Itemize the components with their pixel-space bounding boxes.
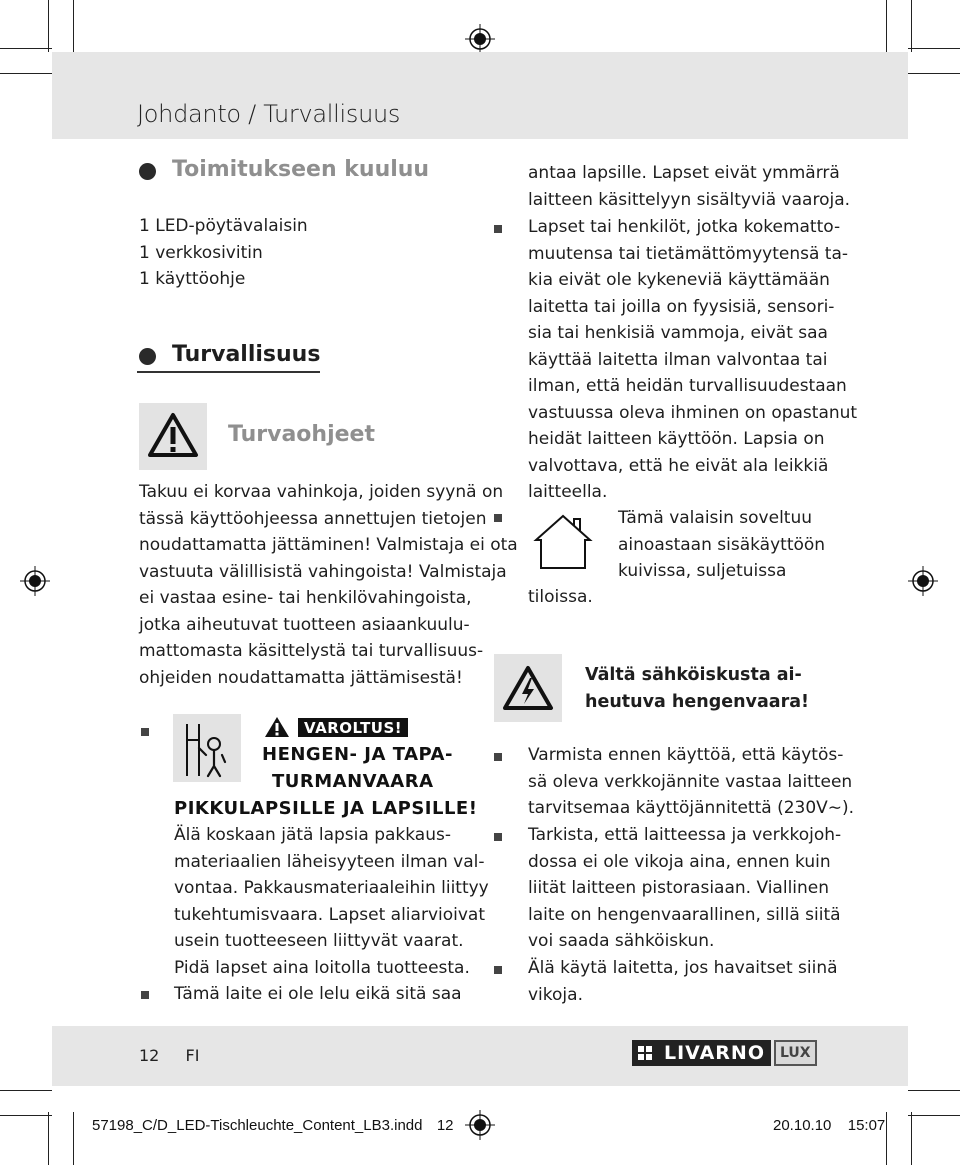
text-line: Varmista ennen käyttöä, että käytös- [528, 745, 844, 765]
text-line: antaa lapsille. Lapset eivät ymmärrä [528, 163, 840, 183]
text-line: noudattamatta jättäminen! Valmistaja ei ota [139, 535, 518, 555]
slug-filename: 57198_C/D_LED-Tischleuchte_Content_LB3.indd [92, 1117, 423, 1134]
section-heading-safety: Turvallisuus [172, 342, 321, 367]
text-line: Lapset tai henkilöt, jotka kokematto- [528, 217, 841, 237]
text-line: sia tai henkisiä vammoja, eivät saa [528, 323, 828, 343]
crop-mark [48, 1112, 49, 1165]
warning-triangle-icon [264, 716, 290, 738]
bullet-square-icon [494, 966, 502, 974]
brand-logo-mark [632, 1040, 658, 1066]
bullet-square-icon [494, 225, 502, 233]
text-line: kia eivät ole kykeneviä käyttämään [528, 270, 830, 290]
warning-icon-box [139, 403, 207, 470]
text-line: tukehtumisvaara. Lapset aliarvioivat [174, 904, 485, 925]
page-number [139, 1046, 199, 1065]
brand-sub: LUX [774, 1040, 817, 1066]
text-line: laitteella. [528, 482, 608, 502]
crop-mark [73, 1112, 74, 1165]
slug-page: 12 [436, 1117, 454, 1134]
text-line: Pidä lapset aina loitolla tuotteesta. [174, 957, 470, 978]
text-line: muutensa tai tietämättömyytensä ta- [528, 243, 849, 264]
text-line: Älä koskaan jätä lapsia pakkaus- [174, 825, 451, 845]
text-line: Vältä sähköiskusta ai- [585, 665, 802, 685]
text-line: ohjeiden noudattamatta jättämisestä! [139, 667, 463, 688]
delivery-list [139, 213, 308, 293]
list-item: 1 LED-pöytävalaisin [139, 216, 308, 236]
registration-mark-icon [465, 24, 495, 54]
crop-mark [908, 73, 960, 74]
bullet-square-icon [494, 833, 502, 841]
crop-mark [48, 0, 49, 52]
text-line: mattomasta käsittelystä tai turvallisuus- [139, 641, 484, 661]
crop-mark [911, 1112, 912, 1165]
indoor-text [618, 505, 825, 585]
brand-logo [632, 1040, 817, 1066]
registration-mark-icon [465, 1110, 495, 1140]
text-line: laite on hengenvaarallinen, sillä siitä [528, 904, 841, 925]
text-line: ilman, että heidän turvallisuudestaan [528, 376, 847, 396]
print-slug [92, 1117, 454, 1134]
text-line: laitteen käsittelyyn sisältyviä vaaroja. [528, 189, 851, 210]
text-line: vontaa. Pakkausmateriaaleihin liittyy [174, 878, 489, 898]
crop-mark [908, 1115, 960, 1116]
bullet-text: Tämä laite ei ole lelu eikä sitä saa [174, 984, 462, 1004]
slug-time: 15:07 [847, 1117, 886, 1134]
text-line: Tarkista, että laitteessa ja verkkojoh- [528, 825, 842, 845]
section-bullet-icon [139, 163, 156, 180]
text-line: kuivissa, suljetuissa [618, 561, 787, 581]
text-line: heutuva hengenvaara! [585, 692, 810, 712]
inspect-bullet-text [528, 822, 841, 955]
brand-name: LIVARNO [658, 1040, 771, 1066]
safety-intro-paragraph [139, 479, 518, 691]
print-slug-date [773, 1117, 885, 1134]
list-item: 1 käyttöohje [139, 269, 246, 289]
text-line: Älä käytä laitetta, jos havaitset siinä [528, 958, 838, 978]
text-line: vastuuta välillisistä vahingoista! Valmistaja [139, 561, 507, 582]
text-line: tässä käyttöohjeessa annettujen tietojen [139, 508, 487, 529]
text-line: usein tuotteeseen liittyvät vaarat. [174, 931, 464, 951]
electric-warning-icon-box [494, 654, 562, 722]
warning-body [174, 822, 489, 981]
language-code: FI [185, 1046, 200, 1065]
text-line: tarvitsemaa käyttöjännitettä (230V∼). [528, 798, 855, 818]
crop-mark [0, 48, 52, 49]
text-line: Takuu ei korvaa vahinkoja, joiden syynä on [139, 482, 504, 502]
page-number-value: 12 [139, 1046, 160, 1065]
text-line: laitetta tai joilla on fyysisiä, sensori- [528, 296, 835, 317]
bullet-square-icon [494, 514, 502, 522]
children-bullet-text [528, 214, 857, 506]
section-bullet-icon [139, 348, 156, 365]
text-line: sä oleva verkkojännite vastaa laitteen [528, 771, 853, 792]
crop-mark [0, 1090, 52, 1091]
bullet-square-icon [494, 753, 502, 761]
registration-mark-icon [20, 566, 50, 596]
warning-triangle-icon [139, 403, 207, 470]
text-line: Tämä valaisin soveltuu [618, 508, 813, 528]
crop-mark [908, 48, 960, 49]
child-hazard-icon [173, 714, 241, 782]
defect-bullet-text [528, 955, 838, 1008]
crop-mark [0, 1115, 52, 1116]
crop-mark [886, 0, 887, 52]
text-line: HENGEN- JA TAPA- [262, 744, 453, 765]
text-line: voi saada sähköiskun. [528, 931, 715, 951]
child-warning-icon-box [173, 714, 241, 782]
text-line: dossa ei ole vikoja aina, ennen kuin [528, 851, 831, 872]
slug-date: 20.10.10 [773, 1117, 832, 1134]
page-title: Johdanto / Turvallisuus [137, 100, 401, 128]
text-line: liität laitteen pistorasiaan. Viallinen [528, 878, 830, 898]
bullet-square-icon [141, 728, 149, 736]
house-indoor-icon [528, 510, 598, 572]
crop-mark [911, 0, 912, 52]
continued-text [528, 160, 850, 213]
electric-hazard-icon [494, 654, 562, 722]
list-item: 1 verkkosivitin [139, 242, 263, 263]
text-line: heidät laitteen käyttöön. Lapsia on [528, 429, 825, 449]
text-line: vastuussa oleva ihminen on opastanut [528, 402, 858, 423]
crop-mark [908, 1090, 960, 1091]
subheading-safety-instructions: Turvaohjeet [228, 422, 375, 447]
text-line: käyttää laitetta ilman valvontaa tai [528, 349, 828, 370]
warning-label: VAROLTUS! [298, 718, 408, 737]
voltage-bullet-text [528, 742, 854, 822]
text-line: ainoastaan sisäkäyttöön [618, 534, 826, 555]
heading-underline [137, 371, 320, 373]
indoor-text-tail: tiloissa. [528, 587, 593, 607]
warning-title-line: PIKKULAPSILLE JA LAPSILLE! [174, 798, 478, 819]
text-line: ei vastaa esine- tai henkilövahingoista, [139, 588, 472, 608]
warning-label-row [264, 716, 408, 738]
text-line: TURMANVAARA [272, 771, 434, 792]
section-heading-delivery: Toimitukseen kuuluu [172, 157, 430, 182]
text-line: vikoja. [528, 984, 583, 1005]
text-line: materiaalien läheisyyteen ilman val- [174, 851, 485, 872]
crop-mark [0, 73, 52, 74]
text-line: valvottava, että he eivät ala leikkiä [528, 455, 829, 476]
logo-grid-icon [637, 1045, 653, 1061]
electric-warning-heading [585, 662, 809, 716]
warning-title [262, 741, 453, 795]
bullet-square-icon [141, 991, 149, 999]
text-line: jotka aiheutuvat tuotteen asiaankuulu- [139, 614, 470, 635]
crop-mark [73, 0, 74, 52]
crop-mark [886, 1112, 887, 1165]
registration-mark-icon [908, 566, 938, 596]
